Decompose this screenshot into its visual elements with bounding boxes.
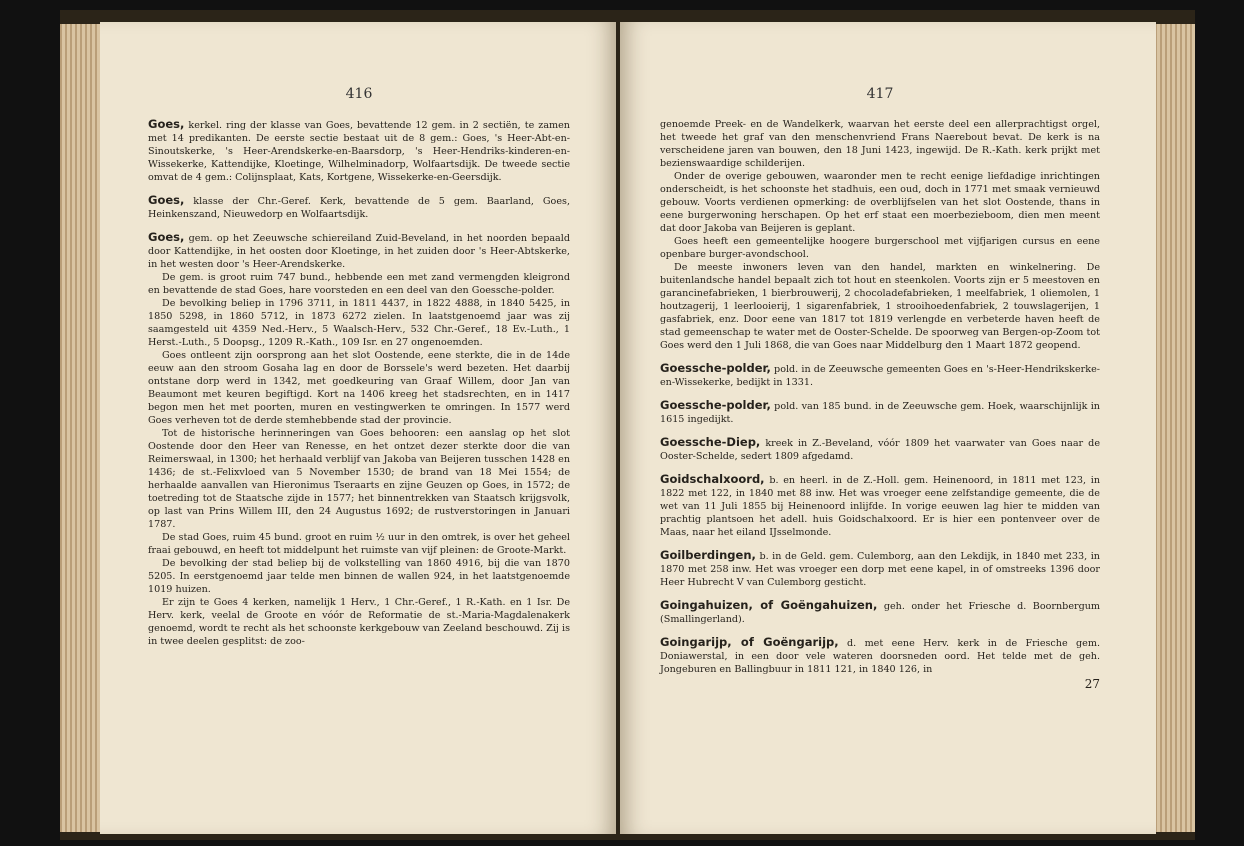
left-page-edges	[60, 24, 100, 832]
page-number: 417	[866, 86, 894, 102]
paragraph: De bevolking der stad beliep bij de volkstelling van 1860 4916, bij die van 1870 5205. In eerstgenoemd jaar telde men binnen de wallen 924, in het laatstgenoemde 1019 huizen.	[148, 558, 570, 595]
page-number: 416	[345, 86, 373, 102]
paragraph: Er zijn te Goes 4 kerken, namelijk 1 Herv., 1 Chr.-Geref., 1 R.-Kath. en 1 Isr. De Herv. kerk, veelal de Groote en vóór de Reformatie de st.-Maria-Magdalenakerk genoemd, wordt te recht als het schoonste kerkgebouw van Zeeland beschouwd. Zij is in twee deelen gesplitst: de zoo-	[148, 597, 570, 647]
signature-mark: 27	[1084, 677, 1100, 691]
paragraph: De stad Goes, ruim 45 bund. groot en ruim ½ uur in den omtrek, is over het geheel fraai gebouwd, en heeft tot middelpunt het ruimste van vijf pleinen: de Groote-Markt.	[148, 532, 570, 556]
entry-heading: Goessche-polder,	[660, 398, 771, 412]
paragraph: De bevolking beliep in 1796 3711, in 1811 4437, in 1822 4888, in 1840 5425, in 1850 5298, in 1860 5712, in 1873 6272 zielen. In laatstgenoemd jaar was zij saamgesteld uit 4359 Ned.-Herv., 5 Waalsch-Herv., 532 Chr.-Geref., 18 Ev.-Luth., 1 Herst.-Luth., 5 Doopsg., 1209 R.-Kath., 109 Isr. en 27 ongenoemden.	[148, 298, 570, 348]
left-page	[100, 22, 616, 834]
entry-heading: Goes,	[148, 230, 185, 244]
paragraph: Goes heeft een gemeentelijke hoogere burgerschool met vijfjarigen cursus en eene openbare burger-avondschool.	[660, 236, 1100, 260]
entry	[660, 399, 1100, 426]
entry-heading: Goidschalxoord,	[660, 472, 765, 486]
entry	[660, 549, 1100, 589]
entry	[148, 194, 570, 221]
entry	[660, 473, 1100, 539]
paragraph: Onder de overige gebouwen, waaronder men te recht eenige liefdadige inrichtingen onderscheidt, is het schoonste het stadhuis, een oud, doch in 1771 met smaak vernieuwd gebouw. Voorts verdienen opmerking: de overblijfselen van het slot Oostende, thans in eene burgerwoning herschapen. Op het erf staat een moerbezieboom, dien men meent dat door Jakoba van Beijeren is geplant.	[660, 171, 1100, 234]
right-page	[620, 22, 1156, 834]
open-book	[60, 10, 1195, 840]
entry-text: kreek in Z.-Beveland, vóór 1809 het vaarwater van Goes naar de Ooster-Schelde, sedert 1809 afgedamd.	[660, 438, 1100, 462]
entry-text: gem. op het Zeeuwsche schiereiland Zuid-Beveland, in het noorden bepaald door Kattendijke, in het oosten door Kloetinge, in het zuiden door 's Heer-Abtskerke, in het westen door 's Heer-Arendskerke.	[148, 233, 570, 270]
paragraph: Tot de historische herinneringen van Goes behooren: een aanslag op het slot Oostende door den Heer van Renesse, en het ontzet dezer sterkte door die van Reimerswaal, in 1300; het herhaald verblijf van Jakoba van Beijeren tusschen 1428 en 1436; de st.-Felixvloed van 5 November 1530; de brand van 18 Mei 1554; de herhaalde aanvallen van Hieronimus Tseraarts en zijne Geuzen op Goes, in 1572; de toetreding tot de Staatsche zijde in 1577; het binnentrekken van Staatsch krijgsvolk, op last van Prins Willem III, den 24 Augustus 1692; de rustverstoringen in Januari 1787.	[148, 428, 570, 530]
entry-text: d. met eene Herv. kerk in de Friesche gem. Doniawerstal, in een door vele wateren doorsneden oord. Het telde met de geh. Jongeburen en Ballingbuur in 1811 121, in 1840 126, in	[660, 638, 1100, 675]
entry	[148, 231, 570, 648]
paragraph: De gem. is groot ruim 747 bund., hebbende een met zand vermengden kleigrond en bevattende de stad Goes, hare voorsteden en een deel van den Goessche-polder.	[148, 272, 570, 296]
entry-heading: Goessche-polder,	[660, 361, 771, 375]
entry-text: pold. van 185 bund. in de Zeeuwsche gem. Hoek, waarschijnlijk in 1615 ingedijkt.	[660, 401, 1100, 425]
paragraph: Goes ontleent zijn oorsprong aan het slot Oostende, eene sterkte, die in de 14de eeuw aan den stroom Gosaha lag en door de Borssele's werd bezeten. Het daarbij ontstane dorp werd in 1342, met goedkeuring van Graaf Willem, door Jan van Beaumont met keuren begiftigd. Kort na 1406 kreeg het stadsrechten, en in 1417 begon men het met poorten, muren en vestingwerken te omringen. In 1577 werd Goes verheven tot de derde stemhebbende stad der provincie.	[148, 350, 570, 426]
entry	[660, 118, 1100, 352]
entry	[660, 436, 1100, 463]
entry-heading: Goes,	[148, 193, 185, 207]
paragraph: genoemde Preek- en de Wandelkerk, waarvan het eerste deel een allerprachtigst orgel, het tweede het graf van den menschenvriend Frans Naerebout bevat. De kerk is na verscheidene jaren van bouwen, den 18 Juni 1423, ingewijd. De R.-Kath. kerk prijkt met bezienswaardige schilderijen.	[660, 119, 1100, 169]
entry-heading: Goilberdingen,	[660, 548, 756, 562]
entry-heading: Goes,	[148, 117, 185, 131]
entry-heading: Goingarijp, of Goëngarijp,	[660, 635, 839, 649]
entry-text: pold. in de Zeeuwsche gemeenten Goes en 's-Heer-Hendrikskerke-en-Wissekerke, bedijkt in 1331.	[660, 364, 1100, 388]
entry-text: geh. onder het Friesche d. Boornbergum (Smallingerland).	[660, 601, 1100, 625]
entry	[148, 118, 570, 184]
entry	[660, 636, 1100, 691]
right-page-edges	[1155, 24, 1195, 832]
entry	[660, 362, 1100, 389]
entry-text: kerkel. ring der klasse van Goes, bevattende 12 gem. in 2 sectiën, te zamen met 14 predikanten. De eerste sectie bestaat uit de 8 gem.: Goes, 's Heer-Abt-en-Sinoutskerke, 's Heer-Arendskerke-en-Baarsdorp, 's Heer-Hendriks-kinderen-en-Wissekerke, Kattendijke, Kloetinge, Wilhelminadorp, Wolfaartsdijk. De tweede sectie omvat de 4 gem.: Colijnsplaat, Kats, Kortgene, Wissekerke-en-Geersdijk.	[148, 120, 570, 183]
paragraph: De meeste inwoners leven van den handel, markten en winkelnering. De buitenlandsche handel bepaalt zich tot hout en steenkolen. Voorts zijn er 5 meestoven en garancinefabrieken, 1 bierbrouwerij, 2 chocoladefabrieken, 1 meelfabriek, 1 oliemolen, 1 houtzagerij, 1 leerlooierij, 1 sigarenfabriek, 1 strooihoedenfabriek, 2 touwslagerijen, 1 gasfabriek, enz. Door eene van 1817 tot 1819 verlengde en verbeterde haven heeft de stad gemeenschap te water met de Ooster-Schelde. De spoorweg van Bergen-op-Zoom tot Goes werd den 1 Juli 1868, die van Goes naar Middelburg den 1 Maart 1872 geopend.	[660, 262, 1100, 351]
entry-text: klasse der Chr.-Geref. Kerk, bevattende de 5 gem. Baarland, Goes, Heinkenszand, Nieuwedorp en Wolfaartsdijk.	[148, 196, 570, 220]
entry-heading: Goessche-Diep,	[660, 435, 761, 449]
entry-text: b. in de Geld. gem. Culemborg, aan den Lekdijk, in 1840 met 233, in 1870 met 258 inw. Het was vroeger een dorp met eene kapel, in of omstreeks 1396 door Heer Hubrecht V van Culemborg gesticht.	[660, 551, 1100, 588]
entry	[660, 599, 1100, 626]
entry-text: b. en heerl. in de Z.-Holl. gem. Heinenoord, in 1811 met 123, in 1822 met 122, in 1840 met 88 inw. Het was vroeger eene zelfstandige gemeente, die de wet van 11 Juli 1855 bij Heinenoord inlijfde. In vorige eeuwen lag hier te midden van prachtig plantsoen het adell. huis Goidschalxoord. Er is hier een pontenveer over de Maas, naar het eiland IJsselmonde.	[660, 475, 1100, 538]
entry-heading: Goingahuizen, of Goëngahuizen,	[660, 598, 878, 612]
